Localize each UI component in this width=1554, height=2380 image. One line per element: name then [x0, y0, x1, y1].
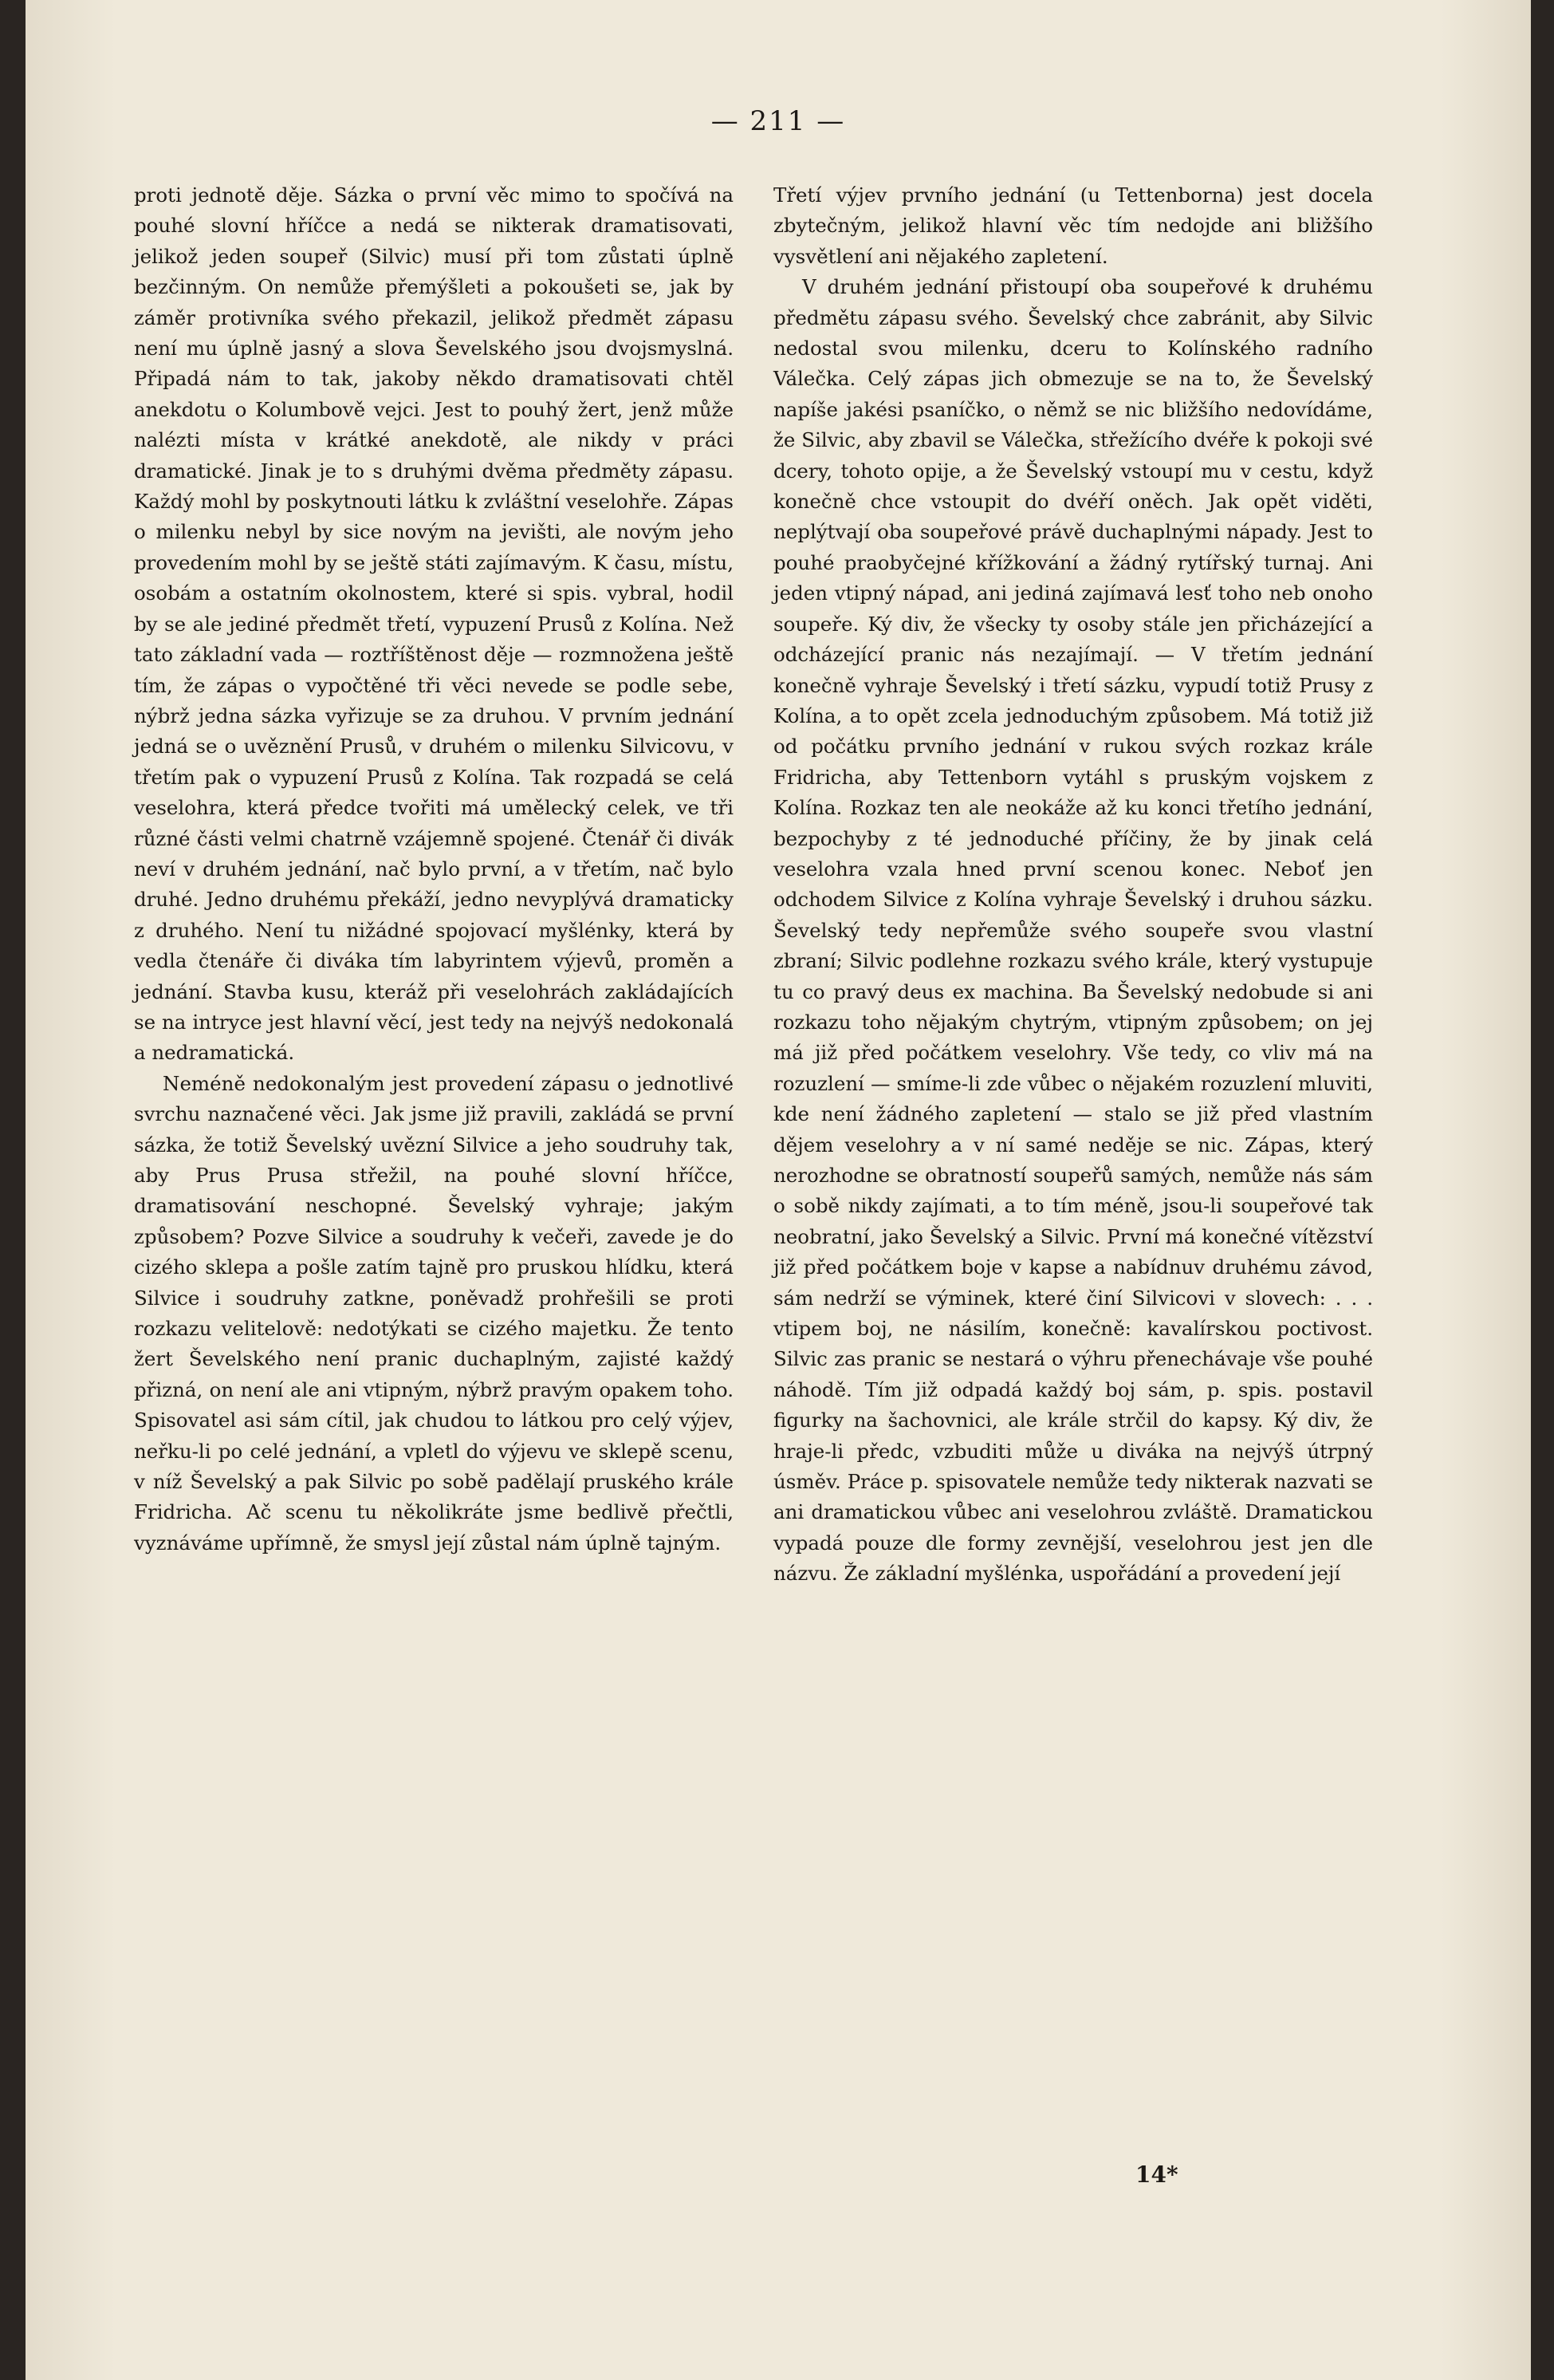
right-paragraph-2: V druhém jednání přistoupí oba soupeřové k druhému předmětu zápasu svého. Ševelský chce zabránit, aby Silvic nedostal svou milenku, dceru to Kolínského radního Válečka. Celý zápas jich obmezuje se na to, že Ševelský napíše jakési psaníčko, o němž se nic bližšího nedovídáme, že Silvic, aby zbavil se Válečka, střežícího dvéře k pokoji své dcery, tohoto opije, a že Ševelský vstoupí mu v cestu, když konečně chce vstoupit do dvéří oněch. Jak opět viděti, neplýtvají oba soupeřové právě duchaplnými nápady. Jest to pouhé praobyčejné křížkování a žádný rytířský turnaj. Ani jeden vtipný nápad, ani jediná zajímavá lesť toho neb onoho soupeře. Ký div, že všecky ty osoby stále jen přicházející a odcházející pranic nás nezajímají. — V třetím jednání konečně vyhraje Ševelský i třetí sázku, vypudí totiž Prusy z Kolína, a to opět zcela jednoduchým způsobem. Má totiž již od počátku prvního jednání v rukou svých rozkaz krále Fridricha, aby Tettenborn vytáhl s pruským vojskem z Kolína. Rozkaz ten ale neokáže až ku konci třetího jednání, bezpochyby z té jednoduché příčiny, že by jinak celá veselohra vzala hned první scenou konec. Neboť jen odchodem Silvice z Kolína vyhraje Ševelský i druhou sázku. Ševelský tedy nepřemůže svého soupeře svou vlastní zbraní; Silvic podlehne rozkazu svého krále, který vystupuje tu co pravý deus ex machina. Ba Ševelský nedobude si ani rozkazu toho nějakým chytrým, vtipným způsobem; on jej má již před počátkem veselohry. Vše tedy, co vliv má na rozuzlení — smíme-li zde vůbec o nějakém rozuzlení mluviti, kde není žádného zapletení — stalo se již před vlastním dějem veselohry a v ní samé neděje se nic. Zápas, který nerozhodne se obratností soupeřů samých, nemůže nás sám o sobě nikdy zajímati, a to tím méně, jsou-li soupeřové tak neobratní, jako Ševelský a Silvic. První má konečné vítězství již před počátkem boje v kapse a nabídnuv druhému závod, sám nedrží se výminek, které činí Silvicovi v slovech: . . . vtipem boj, ne násilím, konečně: kavalírskou poctivost. Silvic zas pranic se nestará o výhru přenechávaje vše pouhé náhodě. Tím již odpadá každý boj sám, p. spis. postavil figurky na šachovnici, ale krále strčil do kapsy. Ký div, že hraje-li předc, vzbuditi může u diváka na nejvýš útrpný úsměv. Práce p. spisovatele nemůže tedy nikterak nazvati se ani dramatickou vůbec ani veselohrou zvláště. Dramatickou vypadá pouze dle formy zevnější, veselohrou jest jen dle názvu. Že základní myšlénka, uspořádání a provedení její [773, 275, 1373, 1586]
left-paragraph-1: proti jednotě děje. Sázka o první věc mimo to spočívá na pouhé slovní hříčce a nedá se nikterak dramatisovati, jelikož jeden soupeř (Silvic) musí při tom zůstati úplně bezčinným. On nemůže přemýšleti a pokoušeti se, jak by záměr protivníka svého překazil, jelikož předmět zápasu není mu úplně jasný a slova Ševelského jsou dvojsmyslná. Připadá nám to tak, jakoby někdo dramatisovati chtěl anekdotu o Kolumbově vejci. Jest to pouhý žert, jenž může nalézti místa v krátké anekdotě, ale nikdy v práci dramatické. Jinak je to s druhými dvěma předměty zápasu. Každý mohl by poskytnouti látku k zvláštní veselohře. Zápas o milenku nebyl by sice novým na jevišti, ale novým jeho provedením mohl by se ještě státi zajímavým. K času, místu, osobám a ostatním okolnostem, které si spis. vybral, hodil by se ale jediné předmět třetí, vypuzení Prusů z Kolína. Než tato základní vada — roztříštěnost děje — rozmnožena ještě tím, že zápas o vypočtěné tři věci nevede se podle sebe, nýbrž jedna sázka vyřizuje se za druhou. V prvním jednání jedná se o uvěznění Prusů, v druhém o milenku Silvicovu, v třetím pak o vypuzení Prusů z Kolína. Tak rozpadá se celá veselohra, která předce tvořiti má umělecký celek, ve tři různé části velmi chatrně vzájemně spojené. Čtenář či divák neví v druhém jednání, nač bylo první, a v třetím, nač bylo druhé. Jedno druhému překáží, jedno nevyplývá dramaticky z druhého. Není tu nižádné spojovací myšlénky, která by vedla čtenáře či diváka tím labyrintem výjevů, proměn a jednání. Stavba kusu, kteráž při veselohrách zakládajících se na intryce jest hlavní věcí, jest tedy na nejvýš nedokonalá a nedramatická. [134, 183, 734, 1065]
right-paragraph-1: Třetí výjev prvního jednání (u Tettenborna) jest docela zbytečným, jelikož hlavní věc tím nedojde ani bližšího vysvětlení ani nějakého zapletení. [773, 183, 1373, 268]
right-column [773, 180, 1373, 1590]
page-number: — 211 — [710, 105, 846, 137]
signature-mark: 14* [1135, 2161, 1178, 2188]
left-paragraph-2: Neméně nedokonalým jest provedení zápasu o jednotlivé svrchu naznačené věci. Jak jsme již pravili, zakládá se první sázka, že totiž Ševelský uvězní Silvice a jeho soudruhy tak, aby Prus Prusa střežil, na pouhé slovní hříčce, dramatisování neschopné. Ševelský vyhraje; jakým způsobem? Pozve Silvice a soudruhy k večeři, zavede je do cizého sklepa a pošle zatím tajně pro pruskou hlídku, která Silvice i soudruhy zatkne, poněvadž prohřešili se proti rozkazu velitelově: nedotýkati se cizého majetku. Že tento žert Ševelského není pranic duchaplným, zajisté každý přizná, on není ale ani vtipným, nýbrž pravým opakem toho. Spisovatel asi sám cítil, jak chudou to látkou pro celý výjev, neřku-li po celé jednání, a vpletl do výjevu ve sklepě scenu, v níž Ševelský a pak Silvic po sobě padělají pruského krále Fridricha. Ač scenu tu několikráte jsme bedlivě přečtli, vyznáváme upřímně, že smysl její zůstal nám úplně tajným. [134, 1071, 734, 1554]
left-column [134, 180, 734, 1558]
book-page [26, 0, 1531, 2380]
